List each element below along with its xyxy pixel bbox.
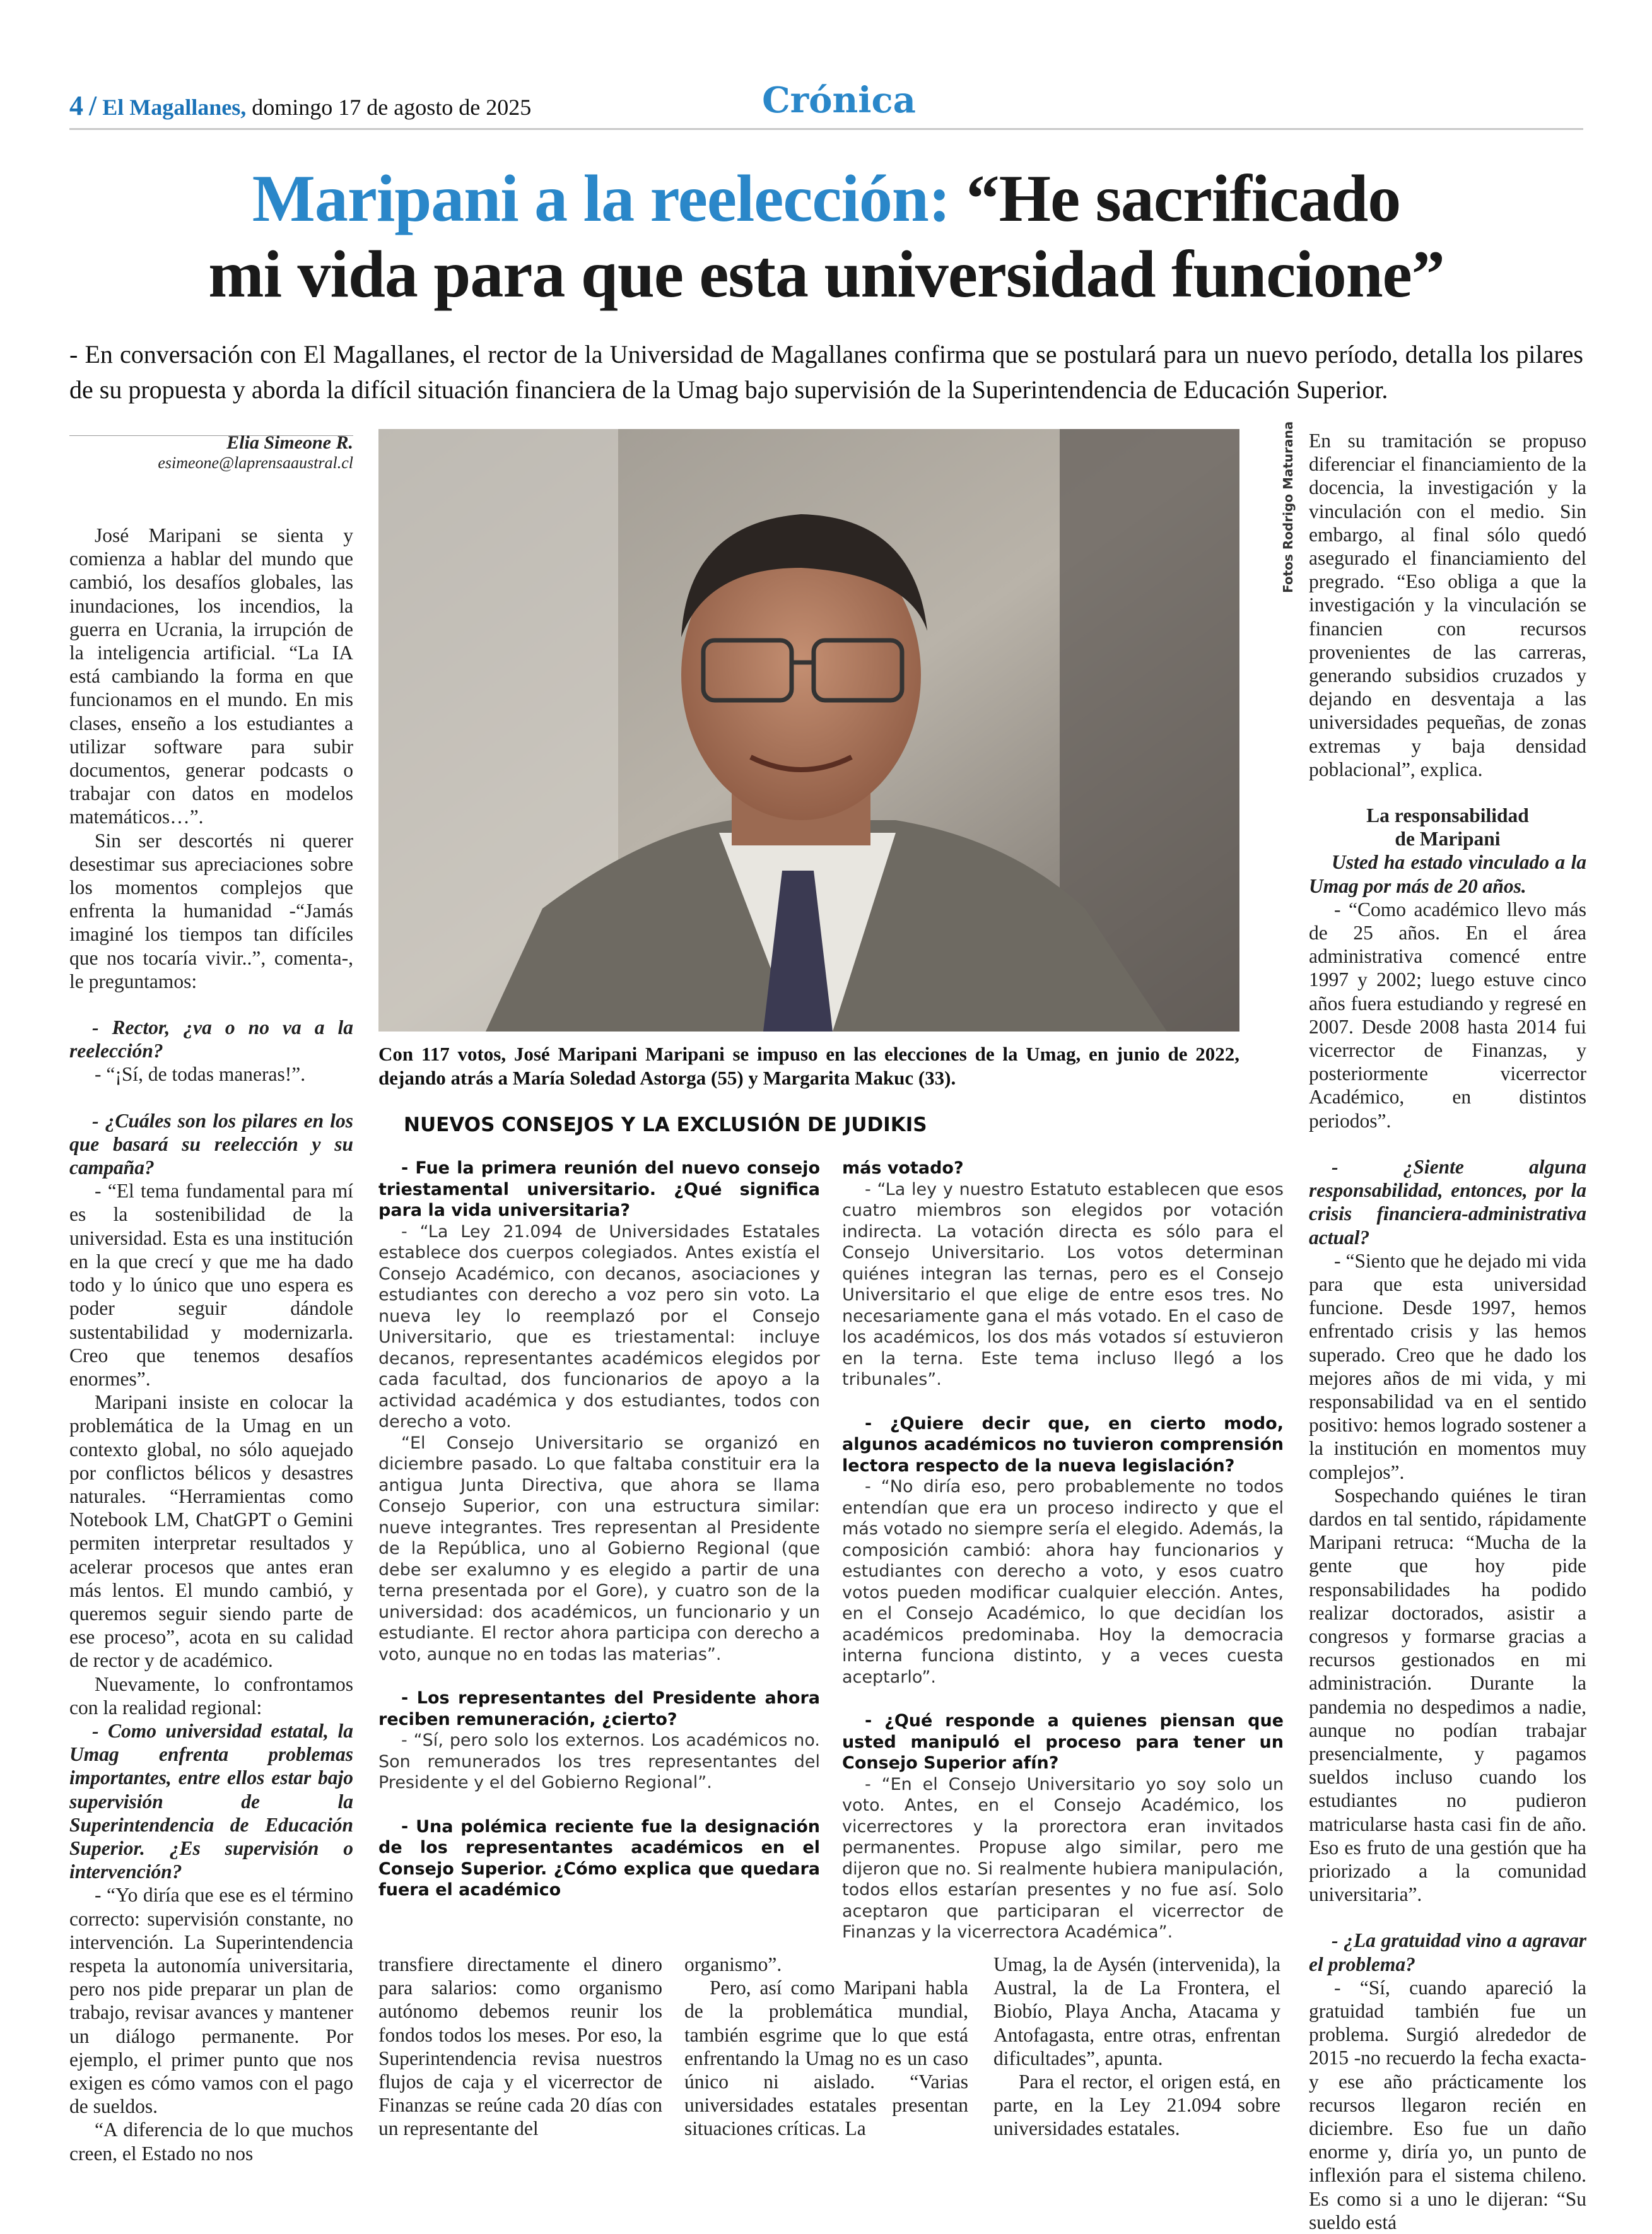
paragraph: José Maripani se sienta y comienza a hablar del mundo que cambió, los desafíos globales, las inundaciones, los incendios, la guerra en Ucrania, la irrupción de la inteligencia artificial. “La IA está cambiando la forma en que funcionamos en el mundo. En mis clases, enseño a los estudiantes a utilizar software para subir documentos, generar podcasts o trabajar con datos en modelos matemáticos…”. bbox=[69, 524, 353, 828]
header-rule bbox=[69, 128, 1583, 130]
portrait-illustration bbox=[378, 429, 1239, 1032]
paragraph: En su tramitación se propuso diferenciar el financiamiento de la docencia, la investigación y la vinculación con el medio. Sin embargo, al final sólo quedó asegurado el financiamiento del pregrado. “Eso obliga a que la investigación y la vinculación se financien con recursos provenientes de las carreras, generando subsidios cruzados y dejando en desventaja a las universidades pequeñas, de zonas extremas y baja densidad poblacional”, explica. bbox=[1309, 430, 1586, 780]
bottom-column-2 bbox=[684, 1953, 968, 2141]
paragraph: transfiere directamente el dinero para salarios: como organismo autónomo debemos reunir los fondos todos los meses. Por eso, la Superintendencia revisa nuestros flujos de caja y el vicerrector de Finanzas se reúne cada 20 días con un representante del bbox=[378, 1953, 662, 2140]
paragraph: Para el rector, el origen está, en parte, en la Ley 21.094 sobre universidades estatales. bbox=[993, 2071, 1280, 2140]
subheading: La responsabilidad de Maripani bbox=[1366, 804, 1529, 850]
header-separator: / bbox=[89, 90, 97, 121]
question-end: más votado? bbox=[842, 1158, 964, 1178]
question: - Fue la primera reunión del nuevo consejo triestamental universitario. ¿Qué significa para la vida universitaria? bbox=[378, 1158, 820, 1220]
headline bbox=[69, 161, 1583, 312]
photo-credit: Fotos Rodrigo Maturana bbox=[1280, 421, 1296, 593]
rector-portrait-photo bbox=[378, 429, 1239, 1032]
answer: - “La Ley 21.094 de Universidades Estatales establece dos cuerpos colegiados. Antes existía el Consejo Académico, con decanos, asociaciones y estudiantes con derecho a voz pero sin voto. La nueva ley lo reemplazó por el Consejo Universitario, que es triestamental: incluye decanos, representantes académicos elegidos por cada facultad, dos funcionarios de apoyo a la actividad académica y dos estudiantes, todos con derecho a voto. bbox=[378, 1221, 820, 1432]
author-name: Elia Simeone R. bbox=[226, 432, 353, 453]
question: Usted ha estado vinculado a la Umag por más de 20 años. bbox=[1309, 851, 1586, 897]
byline bbox=[69, 432, 353, 473]
question: - Una polémica reciente fue la designación de los representantes académicos en el Consejo Superior. ¿Cómo explica que quedara fuera el académico bbox=[378, 1816, 820, 1900]
answer: - “Yo diría que ese es el término correcto: supervisión constante, no intervención. La Superintendencia respeta la autonomía universitaria, pero nos pide preparar un plan de trabajo, revisar avances y mantener un diálogo permanente. Por ejemplo, el primer punto que nos exigen es cómo vamos con el pago de sueldos. bbox=[69, 1884, 353, 2118]
question: - ¿Cuáles son los pilares en los que basará su reelección y su campaña? bbox=[69, 1109, 353, 1179]
question: - ¿Qué responde a quienes piensan que usted manipuló el proceso para tener un Consejo Superior afín? bbox=[842, 1711, 1284, 1773]
author-email[interactable]: esimeone@laprensaaustral.cl bbox=[158, 454, 353, 472]
answer: - “No diría eso, pero probablemente no todos entendían que era un proceso indirecto y que el más votado no siempre sería el elegido. Además, la composición cambió: ahora hay funcionarios y estudiantes con derecho a voto, y esos cuatro votos pueden modificar cualquier elección. Antes, en el Consejo Académico, lo que decidían los académicos predominaba. Hoy la democracia interna funciona distinto, y a veces cuesta aceptarlo”. bbox=[842, 1477, 1284, 1687]
answer: - “El tema fundamental para mí es la sostenibilidad de la universidad. Esta es una institución en la que crecí y que me ha dado todo y lo único que uno espera es poder seguir dándole sustentabilidad y modernizarla. Creo que tenemos desafíos enormes”. bbox=[69, 1180, 353, 1390]
section-subhead: NUEVOS CONSEJOS Y LA EXCLUSIÓN DE JUDIKIS bbox=[404, 1114, 927, 1136]
photo-caption: Con 117 votos, José Maripani Maripani se impuso en las elecciones de la Umag, en junio de 2022, dejando atrás a María Soledad Astorga (55) y Margarita Makuc (33). bbox=[378, 1043, 1239, 1089]
headline-quote-2: mi vida para que esta universidad funcione” bbox=[208, 237, 1444, 311]
answer: - “Sí, cuando apareció la gratuidad también fue un problema. Surgió alrededor de 2015 -no recuerdo la fecha exacta- y ese año prácticamente los recursos llegaron recién en diciembre. Eso fue un daño enorme y, diría yo, un punto de inflexión para el sistema chileno. Es como si a uno le dijeran: “Su sueldo está bbox=[1309, 1976, 1586, 2233]
answer: - “Como académico llevo más de 25 años. En el área administrativa comencé entre 1997 y 2002; luego estuve cinco años fuera estudiando y regresé en 2007. Desde 2008 hasta 2014 fui vicerrector de Finanzas, y posteriormente vicerrector Académico, en distintos periodos”. bbox=[1309, 898, 1586, 1132]
bottom-column-1 bbox=[378, 1953, 662, 2141]
paragraph: Pero, así como Maripani habla de la problemática mundial, también esgrime que lo que está enfrentando la Umag no es un caso único ni aislado. “Varias universidades estatales presentan situaciones críticas. La bbox=[684, 1977, 968, 2140]
column-4 bbox=[1309, 429, 1586, 2234]
answer: - “La ley y nuestro Estatuto establecen que esos cuatro miembros son elegidos por votación indirecta. La votación directa es sólo para el Consejo Universitario. Los votos determinan quiénes integran las ternas, pero es el Consejo Universitario el que elige de entre esos tres. No necesariamente gana el más votado. En el caso de los académicos, los dos más votados sí estuvieron en la terna. Este tema incluso llegó a los tribunales”. bbox=[842, 1179, 1284, 1389]
answer: - “Sí, pero solo los externos. Los académicos no. Son remunerados los tres representantes del Presidente y el del Gobierno Regional”. bbox=[378, 1731, 820, 1792]
paragraph: Sin ser descortés ni querer desestimar sus apreciaciones sobre los momentos complejos que enfrenta la humanidad -“Jamás imaginé los tiempos tan difíciles que nos tocaría vivir..”, comenta-, le preguntamos: bbox=[69, 829, 353, 992]
question: - ¿Quiere decir que, en cierto modo, algunos académicos no tuvieron comprensión lectora respecto de la nueva legislación? bbox=[842, 1413, 1284, 1476]
question: - ¿Siente alguna responsabilidad, entonces, por la crisis financiera-administrativa actual? bbox=[1309, 1155, 1586, 1249]
column-2 bbox=[378, 1158, 820, 1901]
newspaper-name: El Magallanes, bbox=[102, 95, 247, 120]
paragraph: Umag, la de Aysén (intervenida), la Austral, la de La Frontera, el Biobío, Playa Ancha, Atacama y Antofagasta, entre otras, enfrentan dificultades”, apunta. bbox=[993, 1953, 1280, 2069]
paragraph: organismo”. bbox=[684, 1953, 782, 1975]
question: - ¿La gratuidad vino a agravar el problema? bbox=[1309, 1929, 1586, 1975]
answer: - “¡Sí, de todas maneras!”. bbox=[95, 1063, 306, 1086]
answer: - “Siento que he dejado mi vida para que esta universidad funcione. Desde 1997, hemos enfrentado crisis y las hemos superado. Creo que he dado los mejores años de mi vida, y mi responsabilidad va en el sentido positivo: hemos logrado sostener a la institución en momentos muy complejos”. bbox=[1309, 1249, 1586, 1483]
issue-date: domingo 17 de agosto de 2025 bbox=[252, 95, 532, 120]
headline-lead: Maripani a la reelección: bbox=[252, 162, 951, 235]
bottom-column-3 bbox=[993, 1953, 1280, 2141]
paragraph: Nuevamente, lo confrontamos con la realidad regional: bbox=[69, 1673, 353, 1719]
question: - Rector, ¿va o no va a la reelección? bbox=[69, 1016, 353, 1062]
page-header bbox=[69, 90, 531, 122]
paragraph: “A diferencia de lo que muchos creen, el Estado no nos bbox=[69, 2119, 353, 2165]
section-title: Crónica bbox=[762, 79, 916, 121]
question: - Los representantes del Presidente ahora reciben remuneración, ¿cierto? bbox=[378, 1688, 820, 1729]
question: - Como universidad estatal, la Umag enfrenta problemas importantes, entre ellos estar bajo supervisión de la Superintendencia de Educación Superior. ¿Es supervisión o intervención? bbox=[69, 1719, 353, 1883]
column-1 bbox=[69, 524, 353, 2165]
headline-quote-1: “He sacrificado bbox=[966, 162, 1401, 235]
paragraph: Sospechando quiénes le tiran dardos en tal sentido, rápidamente Maripani retruca: “Mucha de la gente que hoy pide responsabilidades ha podido realizar doctorados, asistir a congresos y formarse gracias a recursos gestionados en mi administración. Durante la pandemia no despedimos a nadie, aunque no podían trabajar presencialmente, y pagamos sueldos incluso cuando los estudiantes no pudieron matricularse hasta casi fin de año. Eso es fruto de una gestión que ha priorizado a la comunidad universitaria”. bbox=[1309, 1484, 1586, 1906]
answer: - “En el Consejo Universitario yo soy solo un voto. Antes, en el Consejo Académico, los vicerrectores y la prorectora eran invitados permanentes. Propuse algo similar, pero me dijeron que no. Si realmente hubiera manipulación, todos ellos estarían presentes y no fue así. Solo aceptaron que participaran el vicerrector de Finanzas y la vicerrectora Académica”. bbox=[842, 1774, 1284, 1942]
column-3 bbox=[842, 1158, 1284, 1943]
paragraph: Maripani insiste en colocar la problemática de la Umag en un contexto global, no sólo aquejado por conflictos bélicos y desastres naturales. “Herramientas como Notebook LM, ChatGPT o Gemini permiten interpretar resultados y acelerar procesos que antes eran más lentos. El mundo cambió, y queremos seguir siendo parte de ese proceso”, acota en su calidad de rector y de académico. bbox=[69, 1391, 353, 1672]
article-deck: - En conversación con El Magallanes, el rector de la Universidad de Magallanes confirma que se postulará para un nuevo período, detalla los pilares de su propuesta y aborda la difícil situación financiera de la Umag bajo supervisión de la Superintendencia de Educación Superior. bbox=[69, 340, 1583, 404]
answer: “El Consejo Universitario se organizó en diciembre pasado. Lo que faltaba constituir era la antigua Junta Directiva, que ahora se llama Consejo Superior, con una estructura similar: nueve integrantes. Tres representan al Presidente de la República, uno al Gobierno Regional (que debe ser exalumno y es elegido a partir de una terna presentada por el Gore), y cuatro son de la universidad: dos académicos, un funcionario y un estudiante. El rector ahora participa con derecho a voto, aunque no en todas las materias”. bbox=[378, 1433, 820, 1664]
page-number: 4 bbox=[69, 90, 83, 121]
